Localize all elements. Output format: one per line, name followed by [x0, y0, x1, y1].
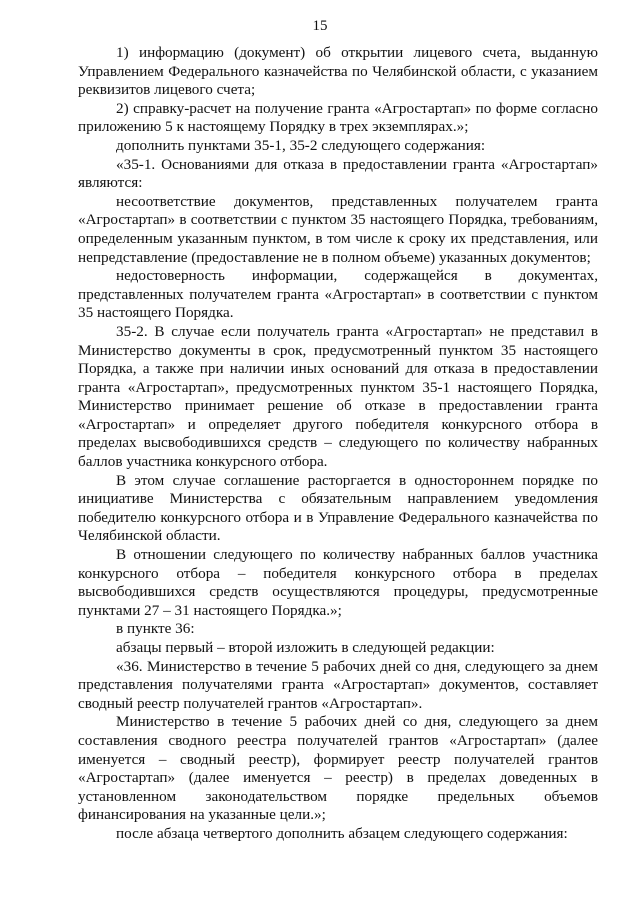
page-number: 15 — [312, 18, 328, 34]
paragraph: дополнить пунктами 35-1, 35-2 следующего содержания: — [116, 136, 486, 154]
paragraph: В отношении следующего по количеству набранных баллов участника конкурсного отбора – победителя конкурсного отбора в пределах высвободившихся средств осуществляются процедуры, предусмотренные пунктами 27 – 31 настоящего Порядка.»; — [78, 546, 598, 619]
paragraph: В этом случае соглашение расторгается в одностороннем порядке по инициативе Министерства с обязательным направлением уведомления победителю конкурсного отбора и в Управление Федерального казначейства по Челябинской области. — [78, 471, 598, 545]
paragraph: Министерство в течение 5 рабочих дней со дня, следующего за днем составления сводного реестра получателей грантов «Агростартап» (далее именуется – сводный реестр), формирует реестр получателей грантов «Агростартап» (далее именуется – реестр) в пределах доведенных в установленном законодательством порядке предельных объемов финансирования на указанные цели.»; — [78, 713, 598, 824]
paragraph: 2) справку-расчет на получение гранта «Агростартап» по форме согласно приложению 5 к настоящему Порядку в трех экземплярах.»; — [78, 99, 598, 136]
paragraph: 1) информацию (документ) об открытии лицевого счета, выданную Управлением Федерального казначейства по Челябинской области, с указанием реквизитов лицевого счета; — [78, 44, 598, 99]
paragraph: абзацы первый – второй изложить в следующей редакции: — [116, 639, 495, 656]
document-body — [78, 44, 598, 844]
paragraph: «36. Министерство в течение 5 рабочих дней со дня, следующего за днем представления получателями гранта «Агростартап» документов, составляет сводный реестр получателей грантов «Агростартап». — [78, 657, 598, 712]
paragraph: после абзаца четвертого дополнить абзацем следующего содержания: — [116, 824, 568, 842]
paragraph: «35-1. Основаниями для отказа в предоставлении гранта «Агростартап» являются: — [78, 155, 598, 192]
paragraph: 35-2. В случае если получатель гранта «Агростартап» не представил в Министерство документы в срок, предусмотренный пунктом 35 настоящего Порядка, а также при наличии иных оснований для отказа в предоставлении гранта «Агростартап», предусмотренных пунктом 35-1 настоящего Порядка, Министерство принимает решение об отказе в предоставлении гранта «Агростартап» и определяет другого победителя конкурсного отбора в пределах высвободившихся средств – следующего по количеству набранных баллов участника конкурсного отбора. — [78, 322, 598, 471]
paragraph: в пункте 36: — [116, 620, 195, 638]
paragraph: недостоверность информации, содержащейся в документах, представленных получателем гранта «Агростартап» в соответствии с пунктом 35 настоящего Порядка. — [78, 267, 598, 322]
paragraph: несоответствие документов, представленных получателем гранта «Агростартап» в соответствии с пунктом 35 настоящего Порядка, требованиям, определенным указанным пунктом, в том числе к сроку их представления, или непредставление (предоставление не в полном объеме) указанных документов; — [78, 192, 598, 266]
